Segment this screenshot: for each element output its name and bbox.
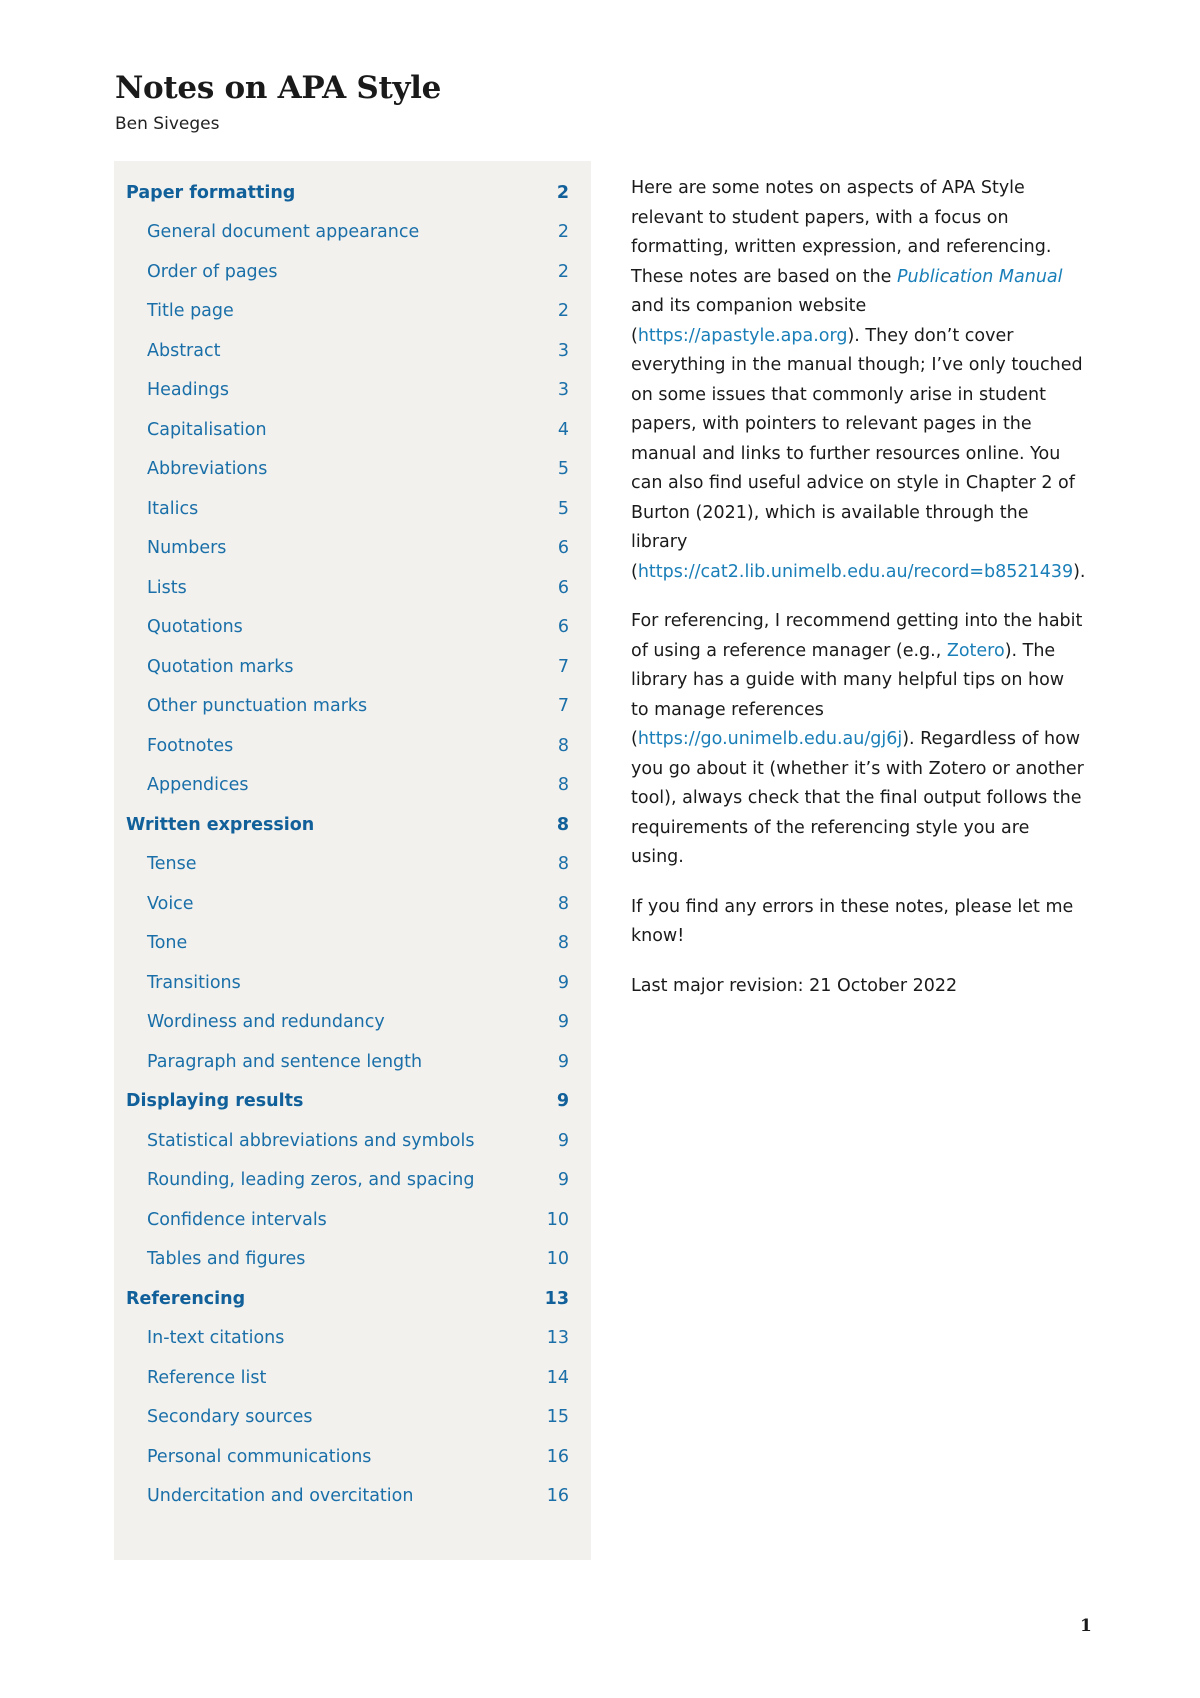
toc-entry-label: Wordiness and redundancy (147, 1012, 385, 1033)
toc-entry-label: Displaying results (126, 1091, 304, 1112)
toc-entry-page: 2 (557, 301, 569, 322)
author-name: Ben Siveges (115, 114, 220, 134)
toc-entry-page: 8 (557, 933, 569, 954)
inline-link[interactable]: Zotero (946, 640, 1005, 661)
toc-entry-label: Tone (147, 933, 188, 954)
toc-entry-page: 10 (546, 1249, 569, 1270)
toc-subsection-link[interactable] (114, 489, 591, 529)
toc-entry-label: Numbers (147, 538, 227, 559)
toc-subsection-link[interactable] (114, 252, 591, 292)
toc-subsection-link[interactable] (114, 529, 591, 569)
toc-entry-label: Footnotes (147, 735, 234, 756)
inline-link[interactable]: https://cat2.lib.unimelb.edu.au/record=b8521439 (637, 561, 1074, 582)
toc-entry-label: Title page (147, 301, 234, 322)
toc-entry-page: 15 (546, 1407, 569, 1428)
toc-entry-label: Secondary sources (147, 1407, 313, 1428)
paragraph-text: Here are some notes on aspects of APA Style relevant to student papers, with a focus on formatting, written expression, and referencing. These notes are based on the (631, 178, 1052, 287)
toc-subsection-link[interactable] (114, 845, 591, 885)
toc-entry-label: Reference list (147, 1367, 267, 1388)
toc-list (114, 173, 591, 1516)
toc-subsection-link[interactable] (114, 1121, 591, 1161)
toc-subsection-link[interactable] (114, 963, 591, 1003)
toc-section-link[interactable] (114, 1082, 591, 1122)
toc-entry-label: Quotations (147, 617, 243, 638)
toc-entry-label: Referencing (126, 1288, 246, 1309)
toc-subsection-link[interactable] (114, 331, 591, 371)
toc-entry-label: Confidence intervals (147, 1209, 327, 1230)
toc-entry-label: General document appearance (147, 222, 420, 243)
toc-subsection-link[interactable] (114, 1398, 591, 1438)
toc-subsection-link[interactable] (114, 1477, 591, 1517)
toc-subsection-link[interactable] (114, 766, 591, 806)
toc-subsection-link[interactable] (114, 687, 591, 727)
toc-subsection-link[interactable] (114, 1003, 591, 1043)
toc-subsection-link[interactable] (114, 884, 591, 924)
intro-text (631, 174, 1086, 1021)
toc-section-link[interactable] (114, 1279, 591, 1319)
toc-subsection-link[interactable] (114, 410, 591, 450)
toc-entry-page: 2 (557, 261, 569, 282)
toc-entry-label: Voice (147, 893, 194, 914)
toc-entry-page: 5 (557, 459, 569, 480)
toc-entry-page: 8 (557, 775, 569, 796)
toc-entry-page: 3 (557, 340, 569, 361)
toc-entry-page: 8 (557, 893, 569, 914)
toc-subsection-link[interactable] (114, 1319, 591, 1359)
toc-entry-label: Personal communications (147, 1446, 372, 1467)
intro-paragraph-1 (631, 174, 1086, 587)
toc-entry-label: Paper formatting (126, 182, 296, 203)
toc-entry-page: 9 (557, 972, 569, 993)
toc-entry-page: 8 (556, 814, 569, 835)
toc-entry-page: 16 (546, 1446, 569, 1467)
paragraph-text: ). (1073, 561, 1086, 582)
toc-entry-page: 9 (557, 1012, 569, 1033)
toc-entry-label: Abstract (147, 340, 221, 361)
toc-entry-page: 5 (557, 498, 569, 519)
inline-link[interactable]: https://apastyle.apa.org (637, 325, 848, 346)
paragraph-text: For referencing, I recommend getting into the habit of using a reference manager (e.g., (631, 611, 1083, 661)
toc-subsection-link[interactable] (114, 371, 591, 411)
toc-entry-page: 9 (556, 1091, 569, 1112)
toc-section-link[interactable] (114, 805, 591, 845)
toc-subsection-link[interactable] (114, 608, 591, 648)
toc-entry-label: In-text citations (147, 1328, 285, 1349)
inline-link[interactable]: https://go.unimelb.edu.au/gj6j (637, 729, 903, 749)
toc-entry-page: 10 (546, 1209, 569, 1230)
toc-entry-label: Tables and figures (147, 1249, 306, 1270)
document-title: Notes on APA Style (115, 70, 442, 106)
toc-entry-label: Appendices (147, 775, 249, 796)
toc-entry-label: Written expression (126, 814, 315, 835)
toc-entry-label: Abbreviations (147, 459, 268, 480)
toc-section-link[interactable] (114, 173, 591, 213)
toc-entry-page: 9 (557, 1170, 569, 1191)
toc-entry-page: 13 (544, 1288, 569, 1309)
toc-entry-page: 2 (556, 182, 569, 203)
inline-link[interactable]: Publication Manual (897, 266, 1063, 287)
toc-subsection-link[interactable] (114, 1200, 591, 1240)
toc-entry-page: 3 (557, 380, 569, 401)
toc-entry-label: Capitalisation (147, 419, 267, 440)
toc-entry-page: 8 (557, 854, 569, 875)
toc-entry-label: Lists (147, 577, 187, 598)
paragraph-text: ). The library has a guide with many helpful tips on how to manage references ( (631, 640, 1065, 749)
toc-entry-label: Statistical abbreviations and symbols (147, 1130, 475, 1151)
toc-entry-page: 6 (557, 577, 569, 598)
table-of-contents (114, 161, 591, 1560)
intro-paragraph-3: If you find any errors in these notes, please let me know! (631, 896, 1074, 946)
toc-subsection-link[interactable] (114, 568, 591, 608)
toc-subsection-link[interactable] (114, 647, 591, 687)
toc-subsection-link[interactable] (114, 1161, 591, 1201)
toc-entry-page: 4 (557, 419, 569, 440)
toc-entry-page: 14 (546, 1367, 569, 1388)
toc-subsection-link[interactable] (114, 450, 591, 490)
toc-entry-label: Undercitation and overcitation (147, 1486, 414, 1507)
toc-entry-page: 9 (557, 1051, 569, 1072)
toc-subsection-link[interactable] (114, 1437, 591, 1477)
toc-entry-page: 13 (546, 1328, 569, 1349)
paragraph-text: ). They don’t cover everything in the manual though; I’ve only touched on some issues that commonly arise in student papers, with pointers to relevant pages in the manual and links to further resources online. You can also find useful advice on style in Chapter 2 of Burton (2021), which is available through the library ( (631, 325, 1083, 582)
toc-entry-label: Tense (147, 854, 197, 875)
toc-entry-label: Italics (147, 498, 199, 519)
toc-entry-page: 6 (557, 538, 569, 559)
toc-entry-page: 8 (557, 735, 569, 756)
toc-entry-label: Headings (147, 380, 229, 401)
toc-subsection-link[interactable] (114, 924, 591, 964)
toc-entry-page: 7 (557, 656, 569, 677)
toc-subsection-link[interactable] (114, 1358, 591, 1398)
toc-entry-label: Order of pages (147, 261, 278, 282)
toc-entry-page: 7 (557, 696, 569, 717)
revision-date: Last major revision: 21 October 2022 (631, 975, 958, 996)
toc-subsection-link[interactable] (114, 213, 591, 253)
page-number: 1 (1080, 1616, 1092, 1636)
toc-subsection-link[interactable] (114, 726, 591, 766)
toc-entry-page: 16 (546, 1486, 569, 1507)
intro-paragraph-2 (631, 607, 1086, 873)
toc-entry-label: Transitions (147, 972, 241, 993)
paragraph-text: and its companion website ( (631, 296, 867, 346)
toc-entry-label: Other punctuation marks (147, 696, 368, 717)
paragraph-text: ). Regardless of how you go about it (whether it’s with Zotero or another tool), always check that the final output follows the requirements of the referencing style you are using. (631, 729, 1084, 867)
toc-entry-page: 2 (557, 222, 569, 243)
toc-subsection-link[interactable] (114, 1240, 591, 1280)
toc-subsection-link[interactable] (114, 1042, 591, 1082)
toc-entry-label: Paragraph and sentence length (147, 1051, 423, 1072)
toc-entry-label: Quotation marks (147, 656, 294, 677)
toc-subsection-link[interactable] (114, 292, 591, 332)
toc-entry-label: Rounding, leading zeros, and spacing (147, 1170, 475, 1191)
toc-entry-page: 6 (557, 617, 569, 638)
toc-entry-page: 9 (557, 1130, 569, 1151)
